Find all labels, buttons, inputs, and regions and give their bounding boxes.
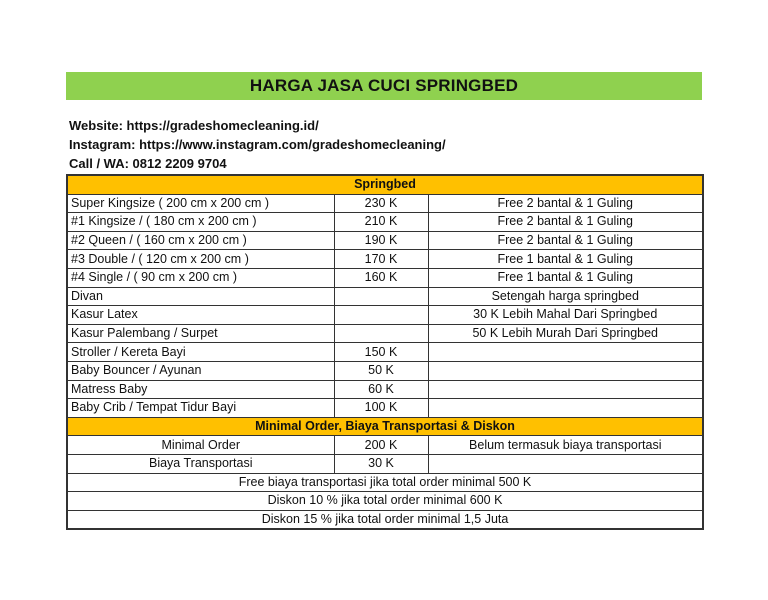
item-name: Kasur Latex (67, 306, 334, 325)
table-row (67, 324, 703, 343)
price-table (66, 174, 704, 530)
section-header-label: Springbed (67, 175, 703, 194)
item-price: 60 K (334, 380, 428, 399)
table-row (67, 454, 703, 473)
item-note: Free 1 bantal & 1 Guling (428, 250, 703, 269)
page-title: HARGA JASA CUCI SPRINGBED (249, 76, 519, 95)
contact-text: Call / WA: 0812 2209 9704 (69, 156, 227, 171)
title-banner (66, 72, 702, 100)
item-price: 160 K (334, 268, 428, 287)
item-price: 230 K (334, 194, 428, 213)
item-note: Free 2 bantal & 1 Guling (428, 213, 703, 232)
item-name: #3 Double / ( 120 cm x 200 cm ) (67, 250, 334, 269)
item-price: 50 K (334, 361, 428, 380)
item-name: Baby Crib / Tempat Tidur Bayi (67, 399, 334, 418)
website-text: Website: https://gradeshomecleaning.id/ (69, 118, 319, 133)
item-name: Kasur Palembang / Surpet (67, 324, 334, 343)
item-price: 200 K (334, 436, 428, 455)
item-note (428, 399, 703, 418)
section-header-label: Minimal Order, Biaya Transportasi & Diskon (67, 417, 703, 436)
item-price: 30 K (334, 454, 428, 473)
item-name: Super Kingsize ( 200 cm x 200 cm ) (67, 194, 334, 213)
item-name: Minimal Order (67, 436, 334, 455)
item-price (334, 306, 428, 325)
item-name: #2 Queen / ( 160 cm x 200 cm ) (67, 231, 334, 250)
item-price: 210 K (334, 213, 428, 232)
table-row (67, 194, 703, 213)
table-row (67, 306, 703, 325)
item-note: Setengah harga springbed (428, 287, 703, 306)
table-row (67, 231, 703, 250)
item-name: #1 Kingsize / ( 180 cm x 200 cm ) (67, 213, 334, 232)
note-row (67, 492, 703, 511)
note-text: Diskon 15 % jika total order minimal 1,5 Juta (67, 510, 703, 529)
table-row (67, 250, 703, 269)
section-header-order (67, 417, 703, 436)
item-price: 170 K (334, 250, 428, 269)
table-row (67, 287, 703, 306)
note-row (67, 473, 703, 492)
item-note (428, 361, 703, 380)
item-note: Belum termasuk biaya transportasi (428, 436, 703, 455)
item-price: 190 K (334, 231, 428, 250)
item-note (428, 380, 703, 399)
table-row (67, 399, 703, 418)
item-note: 50 K Lebih Murah Dari Springbed (428, 324, 703, 343)
item-name: Divan (67, 287, 334, 306)
item-price (334, 324, 428, 343)
item-note: Free 2 bantal & 1 Guling (428, 231, 703, 250)
table-row (67, 380, 703, 399)
instagram-text: Instagram: https://www.instagram.com/gradeshomecleaning/ (69, 137, 446, 152)
item-name: Baby Bouncer / Ayunan (67, 361, 334, 380)
note-row (67, 510, 703, 529)
note-text: Diskon 10 % jika total order minimal 600 K (67, 492, 703, 511)
table-row (67, 343, 703, 362)
table-row (67, 268, 703, 287)
item-name: Biaya Transportasi (67, 454, 334, 473)
note-text: Free biaya transportasi jika total order minimal 500 K (67, 473, 703, 492)
item-name: Matress Baby (67, 380, 334, 399)
item-note (428, 454, 703, 473)
item-price: 100 K (334, 399, 428, 418)
item-price (334, 287, 428, 306)
item-note: Free 1 bantal & 1 Guling (428, 268, 703, 287)
table-row (67, 213, 703, 232)
item-note: Free 2 bantal & 1 Guling (428, 194, 703, 213)
item-note: 30 K Lebih Mahal Dari Springbed (428, 306, 703, 325)
table-row (67, 436, 703, 455)
item-name: Stroller / Kereta Bayi (67, 343, 334, 362)
table-row (67, 361, 703, 380)
item-note (428, 343, 703, 362)
item-price: 150 K (334, 343, 428, 362)
item-name: #4 Single / ( 90 cm x 200 cm ) (67, 268, 334, 287)
section-header-springbed (67, 175, 703, 194)
